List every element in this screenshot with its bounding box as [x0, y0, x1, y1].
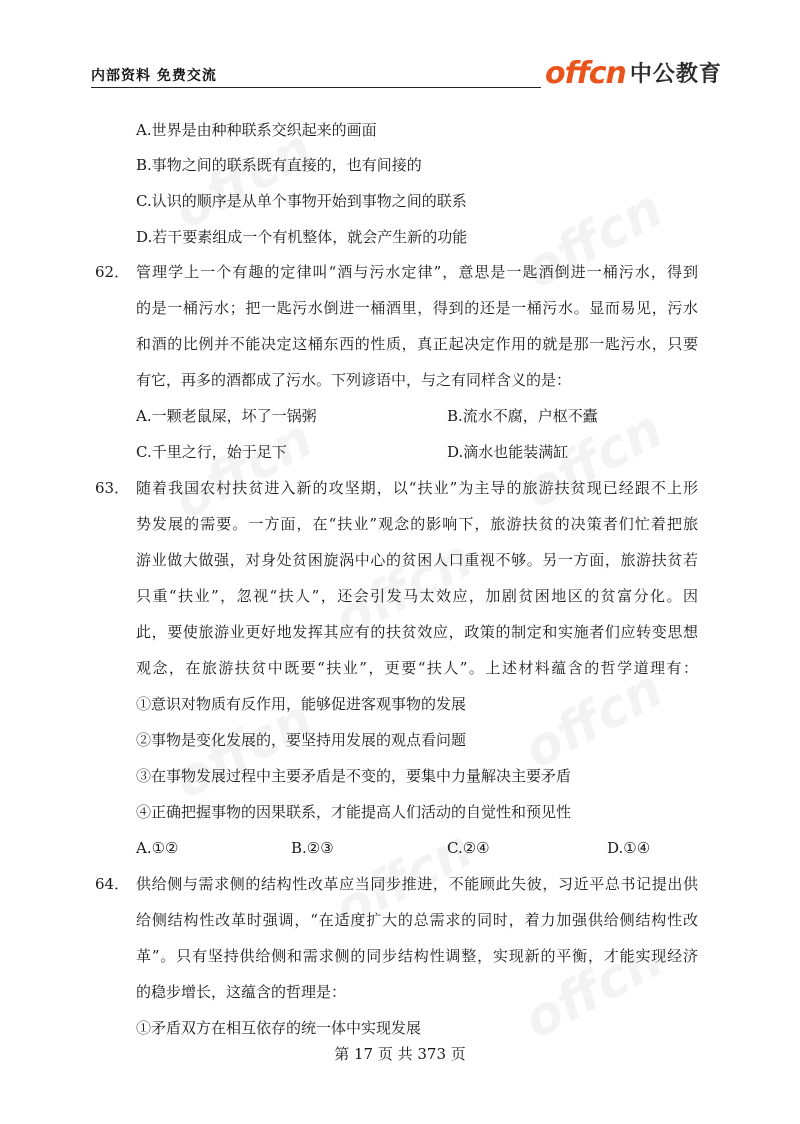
q61-option-b: B.事物之间的联系既有直接的，也有间接的	[136, 156, 422, 174]
q63-option-b: B.②③	[291, 839, 334, 857]
q62-option-a: A.一颗老鼠屎，坏了一锅粥	[136, 407, 317, 425]
q62-option-c: C.千里之行，始于足下	[136, 443, 287, 461]
q63-statement-4: ④正确把握事物的因果联系，才能提高人们活动的自觉性和预见性	[136, 803, 572, 821]
q63-stem-line-2: 势发展的需要。一方面，在“扶业”观念的影响下，旅游扶贫的决策者们忙着把旅	[136, 515, 698, 533]
q63-option-d: D.①④	[607, 839, 651, 857]
header-rule	[91, 87, 541, 88]
q64-stem-line-4: 的稳步增长，这蕴含的哲理是：	[136, 983, 347, 1001]
watermark	[165, 409, 323, 531]
q62-stem-line-3: 和酒的比例并不能决定这桶东西的性质，真正起决定作用的就是那一匙污水，只要	[136, 335, 698, 353]
q64-number: 64．	[95, 875, 130, 893]
page-number: 第 17 页 共 373 页	[334, 1045, 466, 1063]
q61-option-d: D.若干要素组成一个有机整体，就会产生新的功能	[136, 228, 468, 246]
q63-statement-1: ①意识对物质有反作用，能够促进客观事物的发展	[136, 695, 467, 713]
q63-option-a: A.①②	[136, 839, 179, 857]
q63-stem-line-5: 此，要使旅游业更好地发挥其应有的扶贫效应，政策的制定和实施者们应转变思想	[136, 623, 698, 641]
offcn-logo	[545, 57, 722, 91]
q62-option-b: B.流水不腐，户枢不蠹	[447, 407, 598, 425]
q64-stem-line-1: 供给侧与需求侧的结构性改革应当同步推进，不能顾此失彼，习近平总书记提出供	[136, 875, 698, 893]
q62-stem-line-2: 的是一桶污水；把一匙污水倒进一桶酒里，得到的还是一桶污水。显而易见，污水	[136, 299, 698, 317]
header-left-text: 内部资料 免费交流	[91, 68, 217, 84]
q63-statement-3: ③在事物发展过程中主要矛盾是不变的，要集中力量解决主要矛盾	[136, 767, 572, 785]
q63-stem-line-6: 观念，在旅游扶贫中既要“扶业”，更要“扶人”。上述材料蕴含的哲学道理有：	[136, 659, 698, 677]
logo-english: offcn	[545, 56, 626, 91]
q61-option-c: C.认识的顺序是从单个事物开始到事物之间的联系	[136, 192, 467, 210]
q63-option-c: C.②④	[447, 839, 490, 857]
logo-chinese: 中公教育	[629, 62, 722, 87]
q63-statement-2: ②事物是变化发展的，要坚持用发展的观点看问题	[136, 731, 467, 749]
q62-stem-line-1: 管理学上一个有趣的定律叫“酒与污水定律”，意思是一匙酒倒进一桶污水，得到	[136, 263, 698, 281]
q64-stem-line-2: 给侧结构性改革时强调，“在适度扩大的总需求的同时，着力加强供给侧结构性改	[136, 911, 698, 929]
q64-statement-1: ①矛盾双方在相互依存的统一体中实现发展	[136, 1019, 422, 1037]
q63-number: 63．	[95, 479, 130, 497]
watermark	[515, 179, 673, 301]
q64-stem-line-3: 革”。只有坚持供给侧和需求侧的同步结构性调整，实现新的平衡，才能实现经济	[136, 947, 698, 965]
q62-number: 62．	[95, 263, 130, 281]
q63-stem-line-1: 随着我国农村扶贫进入新的攻坚期，以“扶业”为主导的旅游扶贫现已经跟不上形	[136, 479, 698, 497]
q62-option-d: D.滴水也能装满缸	[447, 443, 569, 461]
q63-stem-line-3: 游业做大做强，对身处贫困旋涡中心的贫困人口重视不够。另一方面，旅游扶贫若	[136, 551, 698, 569]
q63-stem-line-4: 只重“扶业”，忽视“扶人”，还会引发马太效应，加剧贫困地区的贫富分化。因	[136, 587, 698, 605]
q61-option-a: A.世界是由种种联系交织起来的画面	[136, 121, 377, 139]
q62-stem-line-4: 有它，再多的酒都成了污水。下列谚语中，与之有同样含义的是：	[136, 371, 572, 389]
